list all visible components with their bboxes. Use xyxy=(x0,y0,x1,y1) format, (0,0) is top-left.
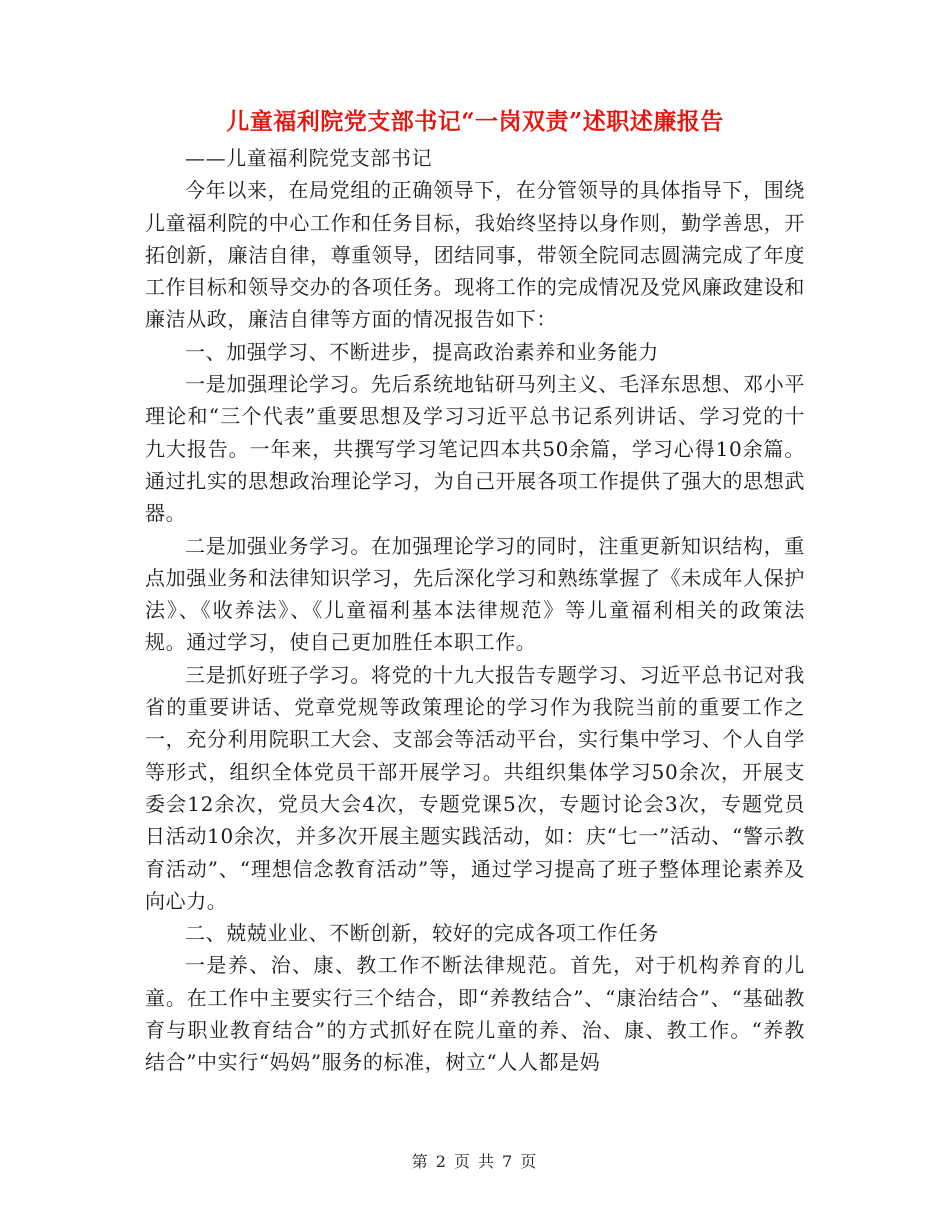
footer-suffix: 页 xyxy=(520,1152,539,1171)
section-heading-1: 一、加强学习、不断进步，提高政治素养和业务能力 xyxy=(185,339,659,364)
footer-total-word: 共 xyxy=(478,1152,497,1171)
footer-total-pages: 7 xyxy=(502,1152,515,1171)
paragraph-care-work: 一是养、治、康、教工作不断法律规范。首先，对于机构养育的儿童。在工作中主要实行三个结合，即“养教结合”、“康治结合”、“基础教育与职业教育结合”的方式抓好在院儿童的养、治、康、教工作。“养教结合”中实行“妈妈”服务的标准，树立“人人都是妈 xyxy=(145,953,805,1075)
paragraph-business-study: 二是加强业务学习。在加强理论学习的同时，注重更新知识结构，重点加强业务和法律知识学习，先后深化学习和熟练掌握了《未成年人保护法》、《收养法》、《儿童福利基本法律规范》等儿童福利相关的政策法规。通过学习，使自己更加胜任本职工作。 xyxy=(145,533,805,655)
paragraph-theory-study: 一是加强理论学习。先后系统地钻研马列主义、毛泽东思想、邓小平理论和“三个代表”重要思想及学习习近平总书记系列讲话、学习党的十九大报告。一年来，共撰写学习笔记四本共50余篇，学习心得10余篇。通过扎实的思想政治理论学习，为自己开展各项工作提供了强大的思想武器。 xyxy=(145,372,805,526)
page-footer xyxy=(0,1150,950,1174)
document-body xyxy=(145,142,805,1079)
paragraph-intro: 今年以来，在局党组的正确领导下，在分管领导的具体指导下，围绕儿童福利院的中心工作和任务目标，我始终坚持以身作则，勤学善思，开拓创新，廉洁自律，尊重领导，团结同事，带领全院同志圆满完成了年度工作目标和领导交办的各项任务。现将工作的完成情况及党风廉政建设和廉洁从政，廉洁自律等方面的情况报告如下： xyxy=(145,178,805,332)
footer-prefix: 第 xyxy=(411,1152,430,1171)
document-subtitle: ——儿童福利院党支部书记 xyxy=(185,146,433,170)
footer-page-word: 页 xyxy=(453,1152,472,1171)
footer-current-page: 2 xyxy=(435,1152,448,1171)
document-title: 儿童福利院党支部书记“一岗双责”述职述廉报告 xyxy=(226,108,724,135)
section-heading-2: 二、兢兢业业、不断创新，较好的完成各项工作任务 xyxy=(185,921,659,946)
paragraph-team-study: 三是抓好班子学习。将党的十九大报告专题学习、习近平总书记对我省的重要讲话、党章党规等政策理论的学习作为我院当前的重要工作之一，充分利用院职工大会、支部会等活动平台，实行集中学习、个人自学等形式，组织全体党员干部开展学习。共组织集体学习50余次，开展支委会12余次，党员大会4次，专题党课5次，专题讨论会3次，专题党员日活动10余次，并多次开展主题实践活动，如：庆“七一”活动、“警示教育活动”、“理想信念教育活动”等，通过学习提高了班子整体理论素养及向心力。 xyxy=(145,662,805,913)
